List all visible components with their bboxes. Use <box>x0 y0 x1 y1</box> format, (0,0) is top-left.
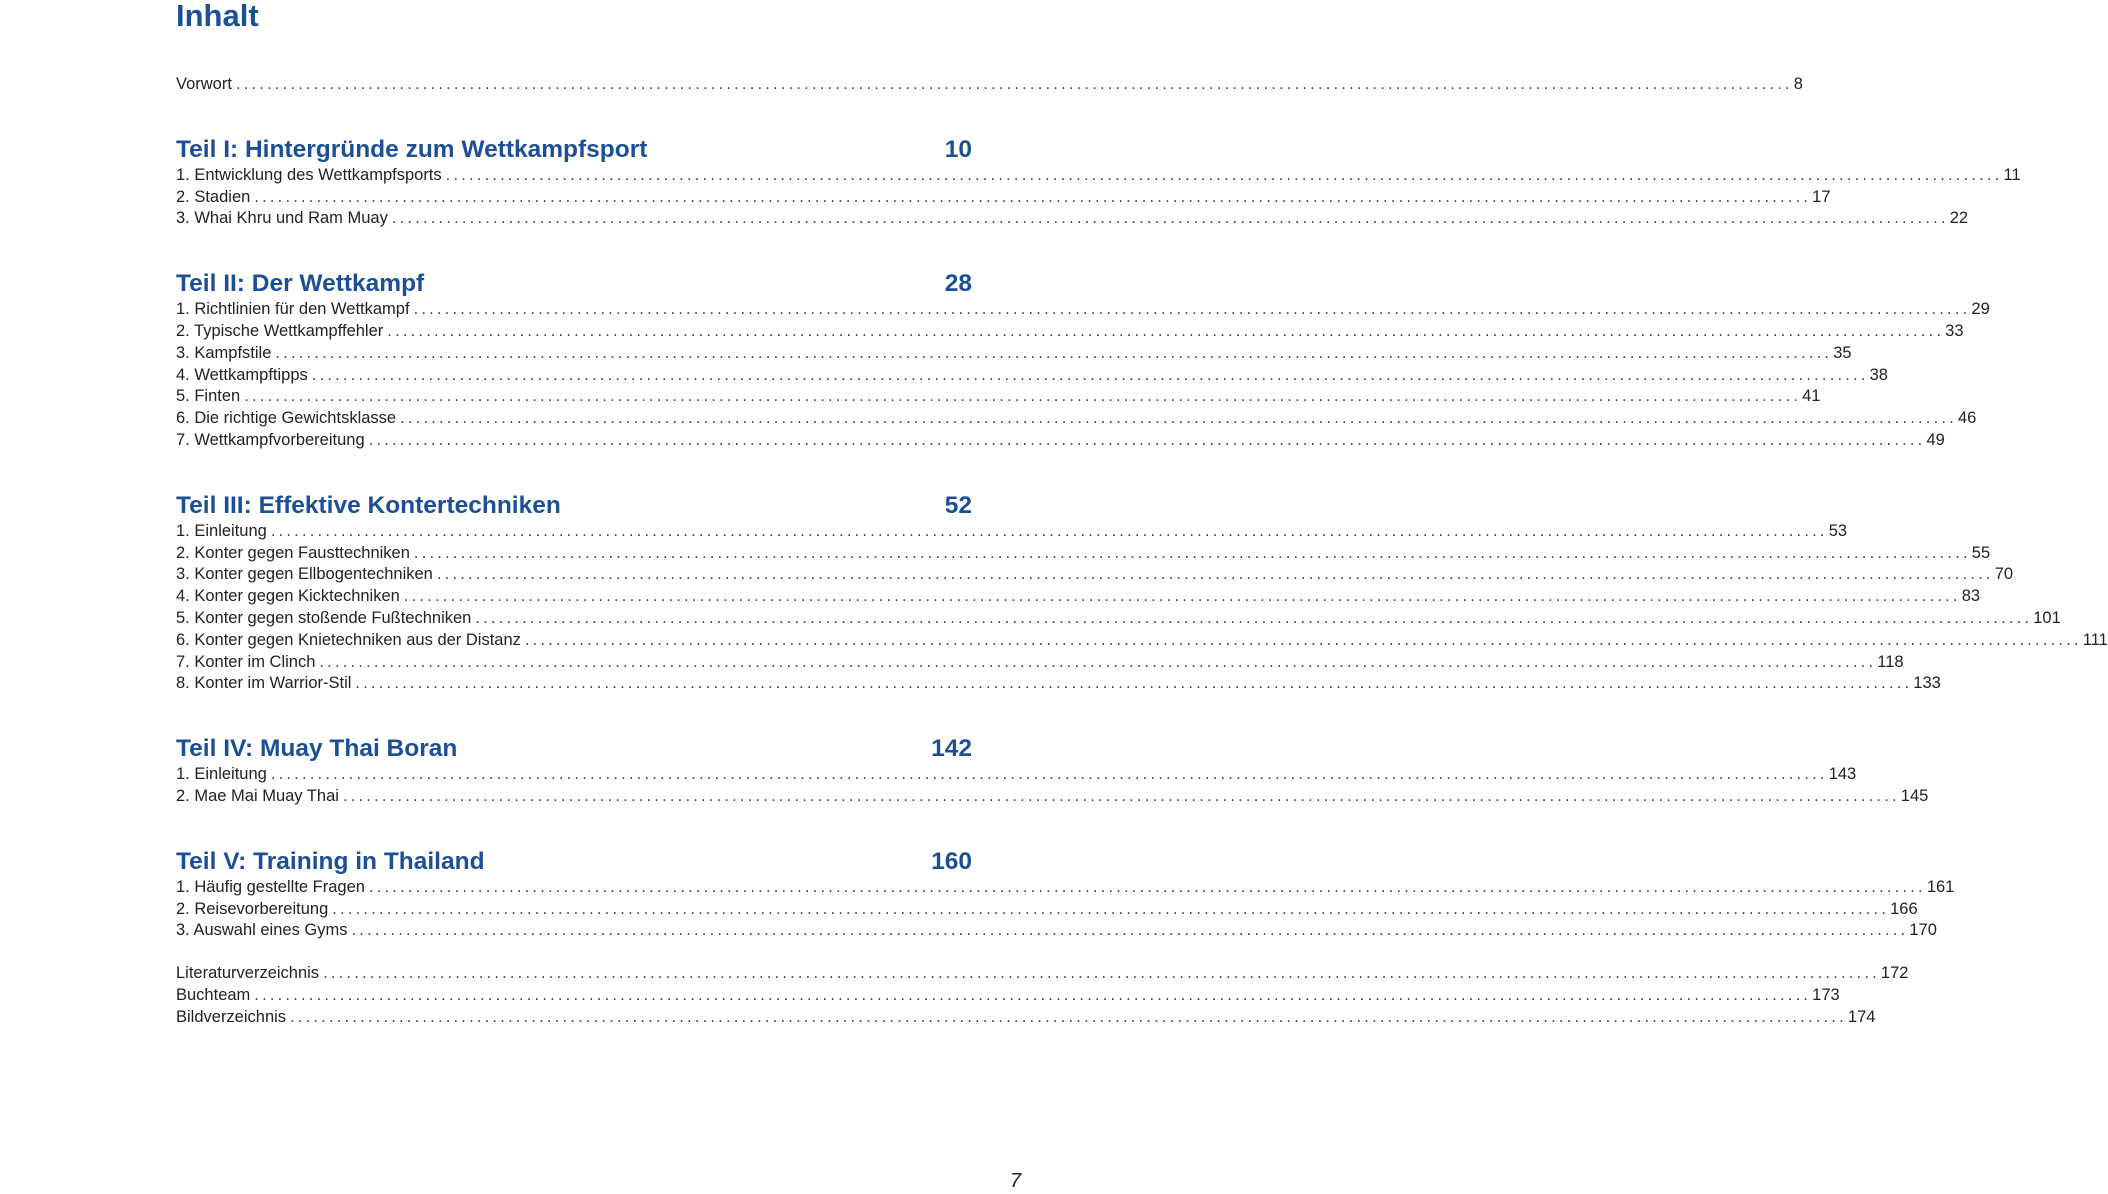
part-heading[interactable] <box>176 135 972 165</box>
entry-label: Vorwort <box>176 75 232 93</box>
toc-entry[interactable] <box>176 630 2108 652</box>
part-page: 10 <box>944 135 972 163</box>
entry-page: 38 <box>1869 365 1888 384</box>
entry-page: 35 <box>1833 343 1852 362</box>
entry-page: 166 <box>1890 899 1918 918</box>
entry-label: 1. Einleitung <box>176 521 267 540</box>
part-heading[interactable] <box>176 491 972 521</box>
toc-entry[interactable] <box>176 985 1840 1007</box>
dot-leader: ........................................................................................................................................................................................................ <box>413 300 1971 319</box>
dot-leader: ........................................................................................................................................................................................................ <box>342 786 1900 805</box>
entry-label: 2. Stadien <box>176 187 251 206</box>
part-page: 52 <box>944 491 972 519</box>
entry-page: 173 <box>1812 985 1840 1004</box>
entry-page: 172 <box>1880 964 1909 983</box>
part-title: Teil IV: Muay Thai Boran <box>176 735 458 763</box>
entry-label: 1. Entwicklung des Wettkampfsports <box>176 165 442 184</box>
entry-page: 53 <box>1828 521 1848 540</box>
entry-label: 3. Konter gegen Ellbogentechniken <box>176 565 433 584</box>
part-heading[interactable] <box>176 847 972 877</box>
part-page: 28 <box>944 270 972 298</box>
entry-label: 1. Richtlinien für den Wettkampf <box>176 300 410 319</box>
dot-leader: ........................................................................................................................................................................................................ <box>270 765 1828 784</box>
toc-entry[interactable] <box>176 521 1848 543</box>
toc-entry[interactable] <box>176 764 1857 786</box>
entry-page: 11 <box>2003 165 2021 184</box>
entry-page: 55 <box>1971 543 1991 562</box>
entry-label: 4. Konter gegen Kicktechniken <box>176 587 400 606</box>
dot-leader: ........................................................................................................................................................................................................ <box>368 877 1926 896</box>
entry-label: 2. Reisevorbereitung <box>176 899 329 918</box>
dot-leader: ........................................................................................................................................................................................................ <box>254 187 1812 206</box>
dot-leader: ........................................................................................................................................................................................................ <box>275 343 1833 362</box>
part-page: 142 <box>931 735 972 763</box>
dot-leader: ........................................................................................................................................................................................................ <box>254 985 1812 1004</box>
entry-label: Literaturverzeichnis <box>176 964 320 983</box>
dot-leader: ........................................................................................................................................................................................................ <box>400 409 1957 428</box>
dot-leader: ........................................................................................................................................................................................................ <box>332 899 1890 918</box>
dot-leader: ........................................................................................................................................................................................................ <box>311 365 1869 384</box>
entry-page: 101 <box>2033 608 2061 627</box>
toc-entry[interactable] <box>176 1007 1876 1029</box>
entry-page: 70 <box>1994 565 2014 584</box>
entry-page: 33 <box>1945 321 1964 340</box>
entry-label: 2. Konter gegen Fausttechniken <box>176 543 410 562</box>
dot-leader: ........................................................................................................................................................................................................ <box>436 565 1994 584</box>
toc-entry[interactable] <box>176 321 1964 343</box>
dot-leader: ........................................................................................................................................................................................................ <box>413 543 1971 562</box>
entry-label: 4. Wettkampftipps <box>176 365 308 384</box>
table-of-contents <box>176 74 2108 1029</box>
part-title: Teil II: Der Wettkampf <box>176 270 425 298</box>
toc-entry[interactable] <box>176 187 1831 209</box>
entry-page: 133 <box>1913 674 1941 693</box>
toc-title: Inhalt <box>176 0 259 33</box>
dot-leader: ........................................................................................................................................................................................................ <box>290 1007 1847 1026</box>
toc-entry[interactable] <box>176 586 1981 608</box>
toc-entry[interactable] <box>176 920 1937 942</box>
entry-page: 143 <box>1828 765 1857 784</box>
entry-page: 161 <box>1926 877 1955 896</box>
dot-leader: ........................................................................................................................................................................................................ <box>323 964 1880 983</box>
part-title: Teil V: Training in Thailand <box>176 847 485 875</box>
dot-leader: ........................................................................................................................................................................................................ <box>403 587 1961 606</box>
dot-leader: ........................................................................................................................................................................................................ <box>235 75 1793 93</box>
dot-leader: ........................................................................................................................................................................................................ <box>387 321 1945 340</box>
entry-page: 17 <box>1812 187 1831 206</box>
entry-label: 8. Konter im Warrior-Stil <box>176 674 352 693</box>
dot-leader: ........................................................................................................................................................................................................ <box>368 430 1926 449</box>
entry-label: 5. Finten <box>176 387 241 406</box>
page-number: 7 <box>1010 1170 1022 1192</box>
part-heading[interactable] <box>176 734 972 764</box>
dot-leader: ........................................................................................................................................................................................................ <box>355 674 1913 693</box>
entry-page: 49 <box>1926 430 1945 449</box>
entry-label: 1. Häufig gestellte Fragen <box>176 877 365 896</box>
toc-entry[interactable] <box>176 963 1909 985</box>
toc-entry[interactable] <box>176 208 1969 230</box>
entry-page: 8 <box>1793 75 1803 93</box>
entry-label: 3. Auswahl eines Gyms <box>176 921 348 940</box>
toc-entry[interactable] <box>176 543 1991 565</box>
part-title: Teil I: Hintergründe zum Wettkampfsport <box>176 135 648 163</box>
toc-entry[interactable] <box>176 343 1852 365</box>
toc-entry[interactable] <box>176 365 1888 387</box>
toc-entry[interactable] <box>176 564 2014 586</box>
dot-leader: ........................................................................................................................................................................................................ <box>445 165 2003 184</box>
dot-leader: ........................................................................................................................................................................................................ <box>524 630 2082 649</box>
entry-page: 145 <box>1900 786 1929 805</box>
toc-entry[interactable] <box>176 430 1945 452</box>
entry-label: 7. Wettkampfvorbereitung <box>176 430 365 449</box>
dot-leader: ........................................................................................................................................................................................................ <box>475 608 2033 627</box>
entry-page: 111 <box>2082 630 2108 649</box>
entry-label: 6. Konter gegen Knietechniken aus der Distanz <box>176 630 521 649</box>
toc-entry[interactable] <box>176 652 1904 674</box>
entry-page: 83 <box>1961 587 1981 606</box>
entry-label: Bildverzeichnis <box>176 1007 287 1026</box>
dot-leader: ........................................................................................................................................................................................................ <box>351 921 1909 940</box>
toc-entry[interactable] <box>176 786 1929 808</box>
dot-leader: ........................................................................................................................................................................................................ <box>391 209 1949 228</box>
entry-page: 46 <box>1957 409 1977 428</box>
entry-page: 170 <box>1909 921 1937 940</box>
dot-leader: ........................................................................................................................................................................................................ <box>319 652 1877 671</box>
entry-label: 2. Mae Mai Muay Thai <box>176 786 339 805</box>
part-title: Teil III: Effektive Kontertechniken <box>176 491 561 519</box>
dot-leader: ........................................................................................................................................................................................................ <box>270 521 1828 540</box>
entry-page: 22 <box>1949 209 1969 228</box>
toc-entry[interactable] <box>176 899 1918 921</box>
entry-label: 1. Einleitung <box>176 765 267 784</box>
part-heading[interactable] <box>176 269 972 299</box>
toc-entry[interactable] <box>176 877 1955 899</box>
entry-label: Buchteam <box>176 985 251 1004</box>
toc-entry[interactable] <box>176 386 1821 408</box>
entry-page: 41 <box>1802 387 1821 406</box>
entry-page: 174 <box>1847 1007 1876 1026</box>
toc-entry[interactable] <box>176 165 2021 187</box>
toc-entry[interactable] <box>176 408 1977 430</box>
entry-page: 118 <box>1877 652 1904 671</box>
entry-label: 3. Whai Khru und Ram Muay <box>176 209 388 228</box>
part-page: 160 <box>931 847 972 875</box>
entry-page: 29 <box>1971 300 1990 319</box>
dot-leader: ........................................................................................................................................................................................................ <box>244 387 1802 406</box>
entry-label: 7. Konter im Clinch <box>176 652 316 671</box>
toc-entry[interactable] <box>176 299 1990 321</box>
entry-label: 6. Die richtige Gewichtsklasse <box>176 409 397 428</box>
entry-label: 2. Typische Wettkampffehler <box>176 321 384 340</box>
toc-entry[interactable] <box>176 74 1803 96</box>
entry-label: 5. Konter gegen stoßende Fußtechniken <box>176 608 472 627</box>
toc-entry[interactable] <box>176 608 2061 630</box>
entry-label: 3. Kampfstile <box>176 343 272 362</box>
toc-entry[interactable] <box>176 673 1941 695</box>
